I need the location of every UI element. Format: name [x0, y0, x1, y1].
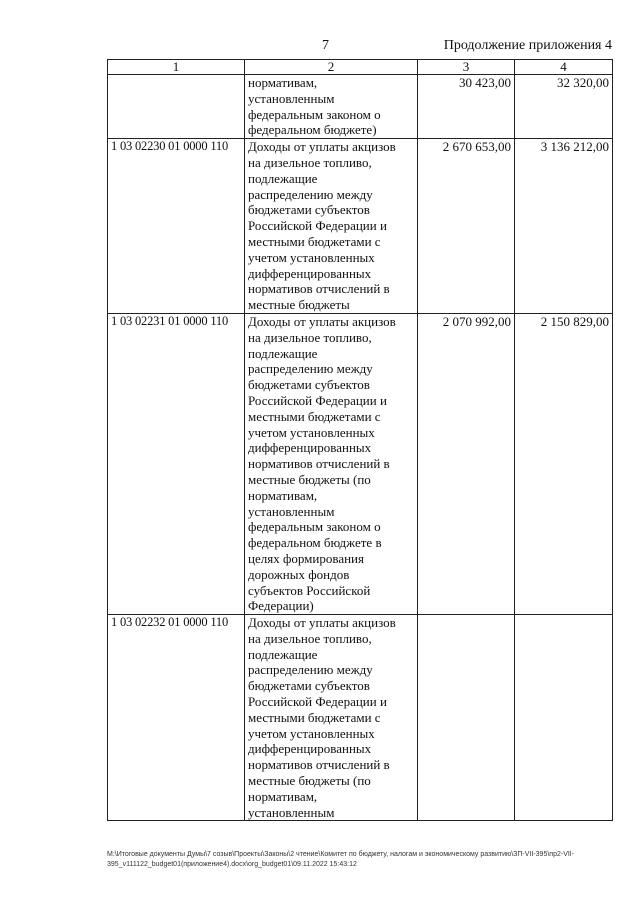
- description-line: Федерации): [248, 598, 314, 614]
- budget-code-cell: 1 03 02232 01 0000 110: [108, 615, 245, 821]
- amount-column-4-cell: 2 150 829,00: [515, 313, 613, 614]
- description-line: Российской Федерации и: [248, 218, 387, 234]
- description-line: установленным: [248, 804, 335, 820]
- description-line: Доходы от уплаты акцизов: [248, 139, 396, 155]
- description-cell: [245, 615, 418, 821]
- description-line: дифференцированных: [248, 265, 372, 281]
- description-line: на дизельное топливо,: [248, 630, 372, 646]
- budget-code-cell: [108, 75, 245, 139]
- description-line: местные бюджеты: [248, 297, 350, 313]
- table-row: [108, 75, 613, 139]
- column-header: 3: [418, 60, 515, 75]
- description-line: нормативам,: [248, 75, 318, 90]
- description-line: учетом установленных: [248, 725, 375, 741]
- description-line: подлежащие: [248, 646, 318, 662]
- description-line: местными бюджетами с: [248, 408, 381, 424]
- description-line: нормативов отчислений в: [248, 757, 390, 773]
- budget-code-cell: 1 03 02231 01 0000 110: [108, 313, 245, 614]
- description-line: местными бюджетами с: [248, 233, 381, 249]
- table-row: [108, 615, 613, 821]
- description-cell: [245, 313, 418, 614]
- description-line: целях формирования: [248, 550, 364, 566]
- description-line: местные бюджеты (по: [248, 471, 371, 487]
- description-line: бюджетами субъектов: [248, 678, 370, 694]
- description-line: Доходы от уплаты акцизов: [248, 615, 396, 631]
- amount-column-3-cell: 2 670 653,00: [418, 139, 515, 314]
- description-line: нормативам,: [248, 487, 318, 503]
- description-line: распределению между: [248, 186, 373, 202]
- table-body: [108, 75, 613, 821]
- description-line: дорожных фондов: [248, 566, 350, 582]
- amount-column-4-cell: 32 320,00: [515, 75, 613, 139]
- description-line: федеральном бюджете): [248, 122, 377, 138]
- table-row: [108, 139, 613, 314]
- description-line: подлежащие: [248, 345, 318, 361]
- column-header: 2: [245, 60, 418, 75]
- budget-table: [107, 59, 613, 821]
- description-line: Российской Федерации и: [248, 694, 387, 710]
- description-line: дифференцированных: [248, 741, 372, 757]
- description-line: Доходы от уплаты акцизов: [248, 313, 396, 329]
- description-line: федеральном бюджете в: [248, 535, 382, 551]
- budget-code-cell: 1 03 02230 01 0000 110: [108, 139, 245, 314]
- description-line: дифференцированных: [248, 440, 372, 456]
- description-line: федеральным законом о: [248, 106, 381, 122]
- description-line: установленным: [248, 90, 335, 106]
- description-line: на дизельное топливо,: [248, 154, 372, 170]
- description-line: местные бюджеты (по: [248, 773, 371, 789]
- amount-column-3-cell: 2 070 992,00: [418, 313, 515, 614]
- column-header: 1: [108, 60, 245, 75]
- description-line: подлежащие: [248, 170, 318, 186]
- description-cell: [245, 75, 418, 139]
- description-line: субъектов Российской: [248, 582, 371, 598]
- description-line: нормативов отчислений в: [248, 281, 390, 297]
- table-row: [108, 313, 613, 614]
- amount-column-3-cell: [418, 615, 515, 821]
- description-line: бюджетами субъектов: [248, 202, 370, 218]
- column-header: 4: [515, 60, 613, 75]
- amount-column-3-cell: 30 423,00: [418, 75, 515, 139]
- footer-file-path: М:\Итоговые документы Думы\7 созыв\Проекты\Законы\2 чтение\Комитет по бюджету, налогам и экономическому развитию\ЗП-VII-395\пр2-VII-395_v111122_budget01(приложение4).docx\org_budget01\09.11.2022 15:43:12: [107, 851, 575, 868]
- description-line: федеральным законом о: [248, 519, 381, 535]
- description-line: Российской Федерации и: [248, 392, 387, 408]
- description-line: бюджетами субъектов: [248, 377, 370, 393]
- table-header-row: [108, 60, 613, 75]
- continuation-label: Продолжение приложения 4: [443, 38, 612, 53]
- description-cell: [245, 139, 418, 314]
- description-line: нормативам,: [248, 788, 318, 804]
- description-line: установленным: [248, 503, 335, 519]
- description-line: распределению между: [248, 662, 373, 678]
- description-line: нормативов отчислений в: [248, 456, 390, 472]
- amount-column-4-cell: [515, 615, 613, 821]
- description-line: учетом установленных: [248, 424, 375, 440]
- amount-column-4-cell: 3 136 212,00: [515, 139, 613, 314]
- description-line: местными бюджетами с: [248, 709, 381, 725]
- page-number: 7: [322, 38, 329, 53]
- description-line: распределению между: [248, 361, 373, 377]
- description-line: на дизельное топливо,: [248, 329, 372, 345]
- description-line: учетом установленных: [248, 249, 375, 265]
